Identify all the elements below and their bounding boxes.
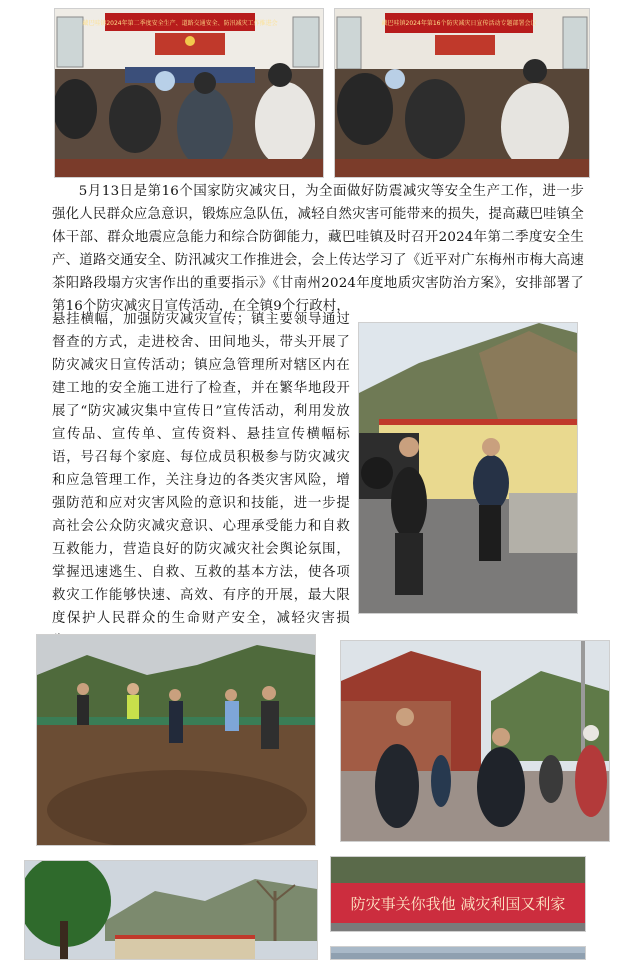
meeting-photo-1: [54, 8, 324, 178]
meeting-photo-2: [334, 8, 590, 178]
village-street-photo: [340, 640, 610, 842]
slogan-text: 防灾事关你我他 减灾利国又利家: [350, 895, 566, 913]
article-paragraph: [52, 180, 584, 318]
paragraph-text-wrap: 悬挂横幅，加强防灾减灾宣传；镇主要领导通过督查的方式，走进校舍、田间地头，带头开展了防灾减灾日宣传活动；镇应急管理所对辖区内在建工地的安全施工进行了检查，并在繁华地段开展了“防灾减灾集中宣传日”宣传活动，利用发放宣传品、宣传单、宣传资料、悬挂宣传横幅标语，号召每个家庭、每位成员积极参与防灾减灾和应急管理工作，关注身边的各类灾害风险，增强防范和应对灾害风险的意识和技能，进一步提高社会公众防灾减灾意识、心理承受能力和自救互救能力，营造良好的防灾减灾社会舆论氛围，掌握迅速逃生、自救、互救的基本方法，使各项救灾工作能够快速、高效、有序的开展，最大限度保护人民群众的生命财产安全，减轻灾害损: [52, 312, 350, 626]
banner-text-1: 藏巴哇镇2024年第二季度安全生产、道路交通安全、防汛减灾工作推进会: [82, 20, 278, 27]
slogan-sign-photo: [330, 856, 586, 932]
article-paragraph-continued: [52, 308, 350, 653]
street-inspection-photo: [358, 322, 578, 614]
paragraph-text-full: 5月13日是第16个国家防灾减灾日，为全面做好防震减灾等安全生产工作，进一步强化人民群众应急意识，锻炼应急队伍，减轻自然灾害可能带来的损失，提高藏巴哇镇全体干部、群众地震应急能力和综合防御能力，藏巴哇镇及时召开2024年第二季度安全生产、道路交通安全、防汛减灾工作推进会，会上传达学习了《近平对广东梅州市梅大高速茶阳路段塌方灾害作出的重要指示》《甘南州2024年度地质灾害防治方案》，安排部署了第16个防灾减灾日宣传活动，在全镇9个行政村，: [52, 184, 584, 314]
mountain-building-photo: [24, 860, 318, 960]
construction-site-photo: [36, 634, 316, 846]
banner-text-2: 藏巴哇镇2024年第16个防灾减灾日宣传活动专题部署会议: [381, 20, 537, 27]
